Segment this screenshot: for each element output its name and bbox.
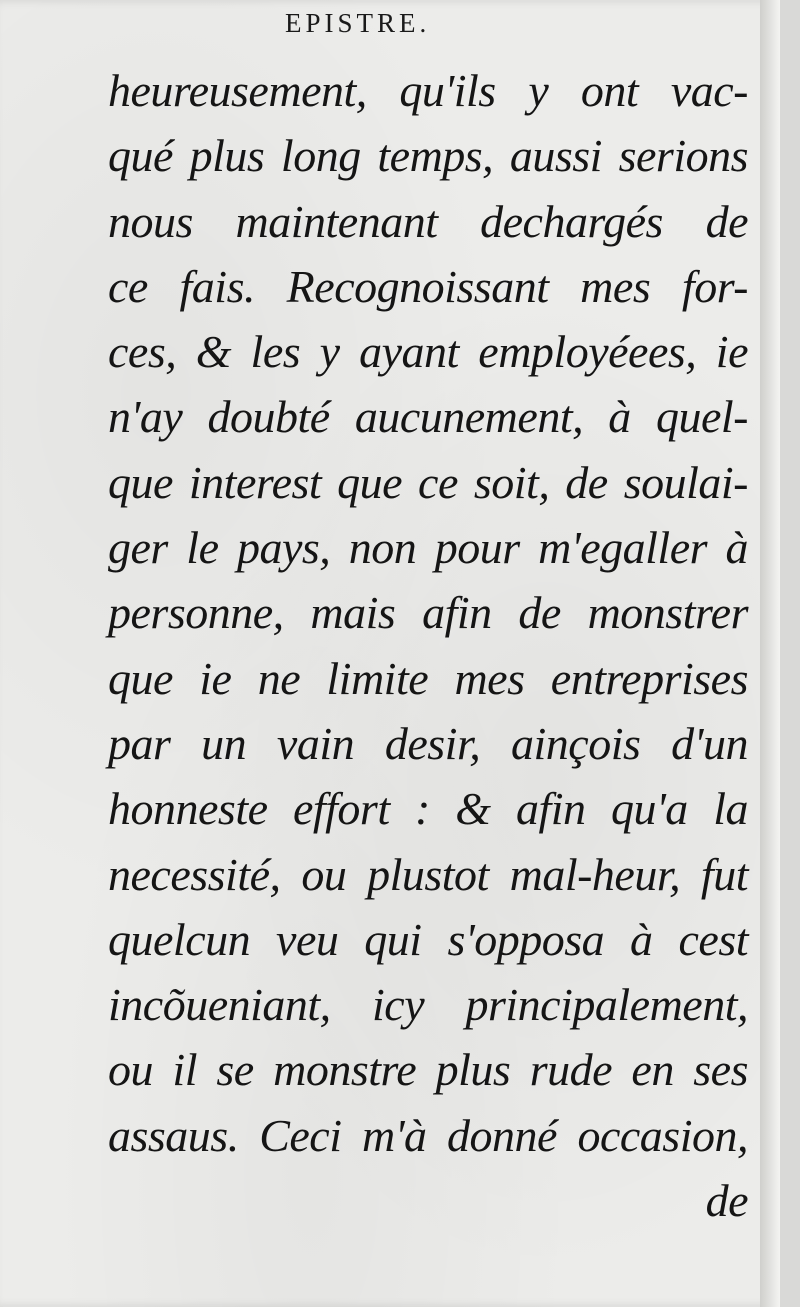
text-line: heureusement, qu'ils y ont vac- [108, 65, 748, 116]
text-line: personne, mais afin de monstrer [108, 587, 748, 639]
text-line: que ie ne limite mes entreprises [108, 652, 748, 704]
running-head: EPISTRE. [285, 8, 431, 38]
text-line: ou il se monstre plus rude en ses [108, 1044, 748, 1096]
body-text [108, 58, 748, 1233]
text-line: ger le pays, non pour m'egaller à [108, 522, 748, 574]
text-line: incõueniant, icy principalement, [108, 979, 748, 1031]
text-line: n'ay doubté aucunement, à quel- [108, 391, 748, 443]
text-line: par un vain desir, ainçois d'un [108, 717, 748, 769]
text-line: necessité, ou plustot mal-heur, fut [108, 848, 748, 900]
text-line: quelcun veu qui s'opposa à cest [108, 913, 748, 965]
text-line: que interest que ce soit, de soulai- [108, 456, 748, 508]
catchword: de [705, 1175, 748, 1227]
text-line: honneste effort : & afin qu'a la [108, 783, 748, 835]
text-line: ces, & les y ayant employéees, ie [108, 326, 748, 378]
text-line: ce fais. Recognoissant mes for- [108, 260, 748, 312]
page-edge [760, 0, 780, 1307]
text-line: qué plus long temps, aussi serions [108, 130, 748, 182]
text-line: assaus. Ceci m'à donné occasion, [108, 1109, 748, 1161]
text-line: nous maintenant dechargés de [108, 195, 748, 247]
